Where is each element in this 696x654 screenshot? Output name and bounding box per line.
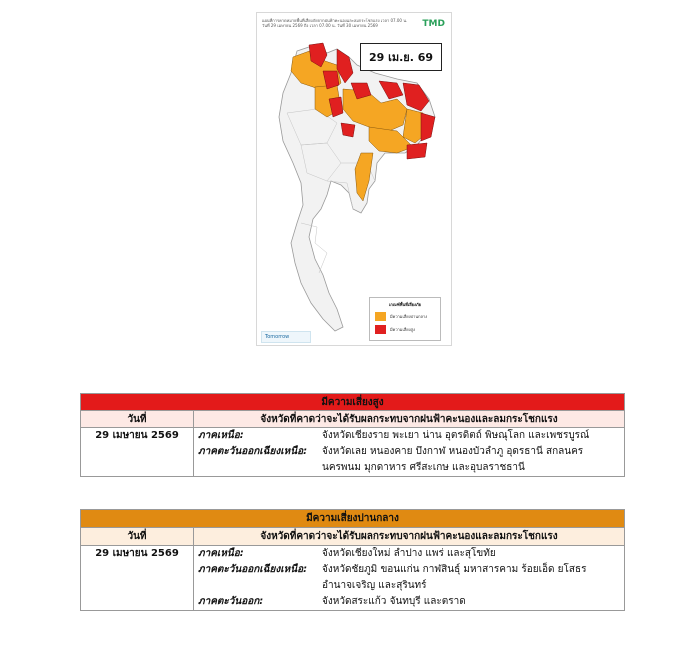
region-label: ภาคตะวันออกเฉียงเหนือ: (198, 446, 308, 457)
region-label: ภาคตะวันออก: (198, 596, 264, 607)
map-legend (369, 297, 441, 341)
provinces-cell (194, 428, 625, 477)
map-date-label: 29 เม.ย. 69 (360, 43, 442, 71)
region-label: ภาคเหนือ: (198, 430, 244, 441)
legend-swatch-moderate (375, 312, 386, 321)
region-label: ภาคตะวันออกเฉียงเหนือ: (198, 564, 308, 575)
legend-label: มีความเสี่ยงปานกลาง (390, 314, 428, 319)
province-list: จังหวัดเลย หนองคาย บึงกาฬ หนองบัวลำภู อุดรธานี สกลนคร นครพนม มุกดาหาร ศรีสะเกษ และอุบลราชธานี (322, 446, 584, 473)
legend-item (375, 325, 440, 334)
col-header-provinces: จังหวัดที่คาดว่าจะได้รับผลกระทบจากฝนฟ้าคะนองและลมกระโชกแรง (194, 528, 625, 546)
legend-title: เกณฑ์พื้นที่เสี่ยงภัย (389, 302, 421, 307)
legend-swatch-high (375, 325, 386, 334)
table-row (81, 546, 625, 611)
col-header-date: วันที่ (81, 411, 194, 428)
tmd-logo: TMD (422, 19, 445, 29)
region-label: ภาคเหนือ: (198, 548, 244, 559)
table-row (81, 428, 625, 477)
province-list: จังหวัดเชียงราย พะเยา น่าน อุตรดิตถ์ พิษณุโลก และเพชรบูรณ์ (322, 430, 590, 441)
province-list: จังหวัดเชียงใหม่ ลำปาง แพร่ และสุโขทัย (322, 548, 496, 559)
high-risk-table (80, 393, 625, 477)
legend-label: มีความเสี่ยงสูง (390, 327, 415, 332)
date-cell: 29 เมษายน 2569 (81, 428, 194, 477)
col-header-provinces: จังหวัดที่คาดว่าจะได้รับผลกระทบจากฝนฟ้าคะนองและลมกระโชกแรง (194, 411, 625, 428)
tomorrow-logo: Tomorrow (261, 331, 311, 343)
provinces-cell (194, 546, 625, 611)
legend-item (375, 312, 440, 321)
col-header-date: วันที่ (81, 528, 194, 546)
province-list: จังหวัดสระแก้ว จันทบุรี และตราด (322, 596, 466, 607)
high-risk-band: มีความเสี่ยงสูง (81, 394, 625, 411)
province-list: จังหวัดชัยภูมิ ขอนแก่น กาฬสินธุ์ มหาสารคาม ร้อยเอ็ด ยโสธร อำนาจเจริญ และสุรินทร์ (322, 564, 587, 591)
moderate-risk-band: มีความเสี่ยงปานกลาง (81, 510, 625, 528)
risk-map-card (256, 12, 452, 346)
map-header-text: แผนที่การคาดหมายพื้นที่เสี่ยงภัยจากฝนฟ้าคะนองและลมกระโชกแรง เวลา 07.00 น. วันที่ 29 เมษายน 2569 ถึง เวลา 07.00 น. วันที่ 30 เมษายน 2569 (262, 18, 408, 28)
date-cell: 29 เมษายน 2569 (81, 546, 194, 611)
moderate-risk-table (80, 509, 625, 611)
